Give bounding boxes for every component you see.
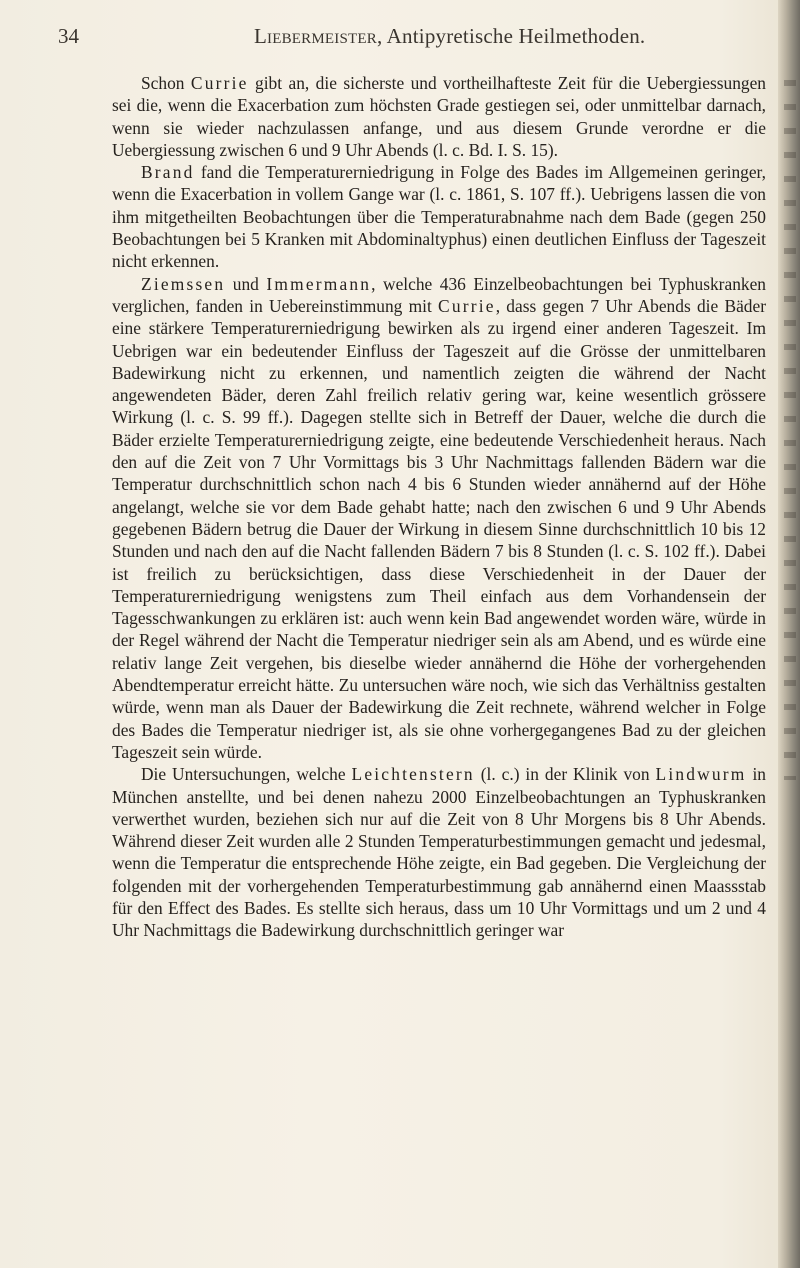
page-edge-shadow bbox=[778, 0, 800, 1268]
paragraph bbox=[112, 273, 766, 764]
text-run: in München anstellte, und bei denen nahezu 2000 Einzelbeobachtungen an Typhuskranken verwerthet wurden, beziehen sich nur auf die Zeit von 8 Uhr Morgens bis 8 Uhr Abends. Während dieser Zeit wurden alle 2 Stunden Temperaturbestimmungen gemacht und jedesmal, wenn die Temperatur die entsprechende Höhe zeigte, ein Bad gegeben. Die Vergleichung der folgenden mit der vorhergehenden Temperaturbestimmung gab annähernd einen Maassstab für den Effect des Bades. Es stellte sich heraus, dass um 10 Uhr Vormittags und um 2 und 4 Uhr Nachmittags die Badewirkung durchschnittlich geringer war bbox=[112, 764, 767, 941]
running-title-text: , Antipyretische Heilmethoden. bbox=[376, 24, 646, 48]
running-header bbox=[58, 22, 758, 52]
text-run: , welche 436 Einzelbeobachtungen bei Typhuskranken verglichen, fanden in Uebereinstimmung mit bbox=[112, 273, 766, 316]
author-name: Immermann bbox=[266, 273, 372, 294]
paragraph bbox=[112, 763, 766, 941]
text-run: (l. c.) in der Klinik von bbox=[474, 764, 656, 785]
author-name: Leichtenstern bbox=[351, 764, 475, 785]
page-number: 34 bbox=[58, 24, 79, 48]
body-text bbox=[112, 72, 766, 942]
running-title bbox=[254, 24, 645, 49]
running-title-author: Liebermeister bbox=[254, 24, 377, 48]
author-name: Currie bbox=[438, 295, 496, 316]
author-name: Currie bbox=[190, 73, 249, 93]
facing-page-text-fragments bbox=[784, 80, 796, 780]
paragraph bbox=[112, 72, 766, 161]
text-run: gibt an, die sicherste und vortheilhafteste Zeit für die Uebergiessungen sei die, wenn die Exacerbation zum höchsten Grade gestiegen sei, oder unmittelbar darnach, wenn sie wieder nachzulassen anfange, und aus diesem Grunde verordne er die Uebergiessung zwischen 6 und 9 Uhr Abends (l. c. Bd. I. S. 15). bbox=[112, 73, 766, 160]
text-run: und bbox=[225, 273, 267, 294]
text-run: , dass gegen 7 Uhr Abends die Bäder eine stärkere Temperaturerniedrigung bewirken als zu irgend einer anderen Tageszeit. Im Uebrigen war ein bedeutender Einfluss der Tageszeit auf die Grösse der unmittelbaren Badewirkung nicht zu erkennen, und namentlich zeigten die während der Nacht angewendeten Bäder, deren Zahl freilich relativ gering war, keine wesentlich grössere Wirkung (l. c. S. 99 ff.). Dagegen stellte sich in Betreff der Dauer, welche die durch die Bäder erzielte Temperaturerniedrigung zeigte, eine bedeutende Verschiedenheit heraus. Nach den auf die Zeit von 7 Uhr Vormittags bis 3 Uhr Nachmittags fallenden Bädern war die Temperatur durchschnittlich schon nach 4 bis 6 Stunden wieder annähernd auf der Höhe angelangt, welche sie vor dem Bade gehabt hatte; nach den zwischen 6 und 9 Uhr Abends gegebenen Bädern betrug die Dauer der Wirkung in diesem Sinne durchschnittlich 10 bis 12 Stunden und nach den auf die Nacht fallenden Bädern 7 bis 8 Stunden (l. c. S. 102 ff.). Dabei ist freilich zu berücksichtigen, dass diese Verschiedenheit in der Dauer der Temperaturerniedrigung wenigstens zum Theil einfach aus dem Vorhandensein der Tagesschwankungen zu erklären ist: auch wenn kein Bad angewendet worden wäre, würde in der Regel während der Nacht die Temperatur niedriger sein als am Abend, und es würde eine relativ lange Zeit vergehen, bis dieselbe wieder annähernd die Höhe der vorhergehenden Abendtemperatur erreicht hätte. Zu untersuchen wäre noch, wie sich das Verhältniss gestalten würde, wenn man als Dauer der Badewirkung die Zeit rechnete, während welcher in Folge des Bades die Temperatur niedriger ist, als sie ohne vorhergegangenes Bad zu der gleichen Tageszeit sein würde. bbox=[112, 295, 766, 762]
text-run: Schon bbox=[141, 73, 191, 93]
text-run: fand die Temperaturerniedrigung in Folge des Bades im Allgemeinen geringer, wenn die Exacerbation in vollem Gange war (l. c. 1861, S. 107 ff.). Uebrigens lassen die von ihm mitgetheilten Beobachtungen über die Temperaturabnahme nach dem Bade (gegen 250 Beobachtungen bei 5 Kranken mit Abdominaltyphus) einen deutlichen Einfluss der Tageszeit nicht erkennen. bbox=[112, 162, 766, 272]
author-name: Brand bbox=[141, 162, 195, 183]
paragraph bbox=[112, 161, 766, 272]
author-name: Ziemssen bbox=[141, 273, 226, 294]
author-name: Lindwurm bbox=[655, 764, 747, 785]
text-run: Die Untersuchungen, welche bbox=[141, 764, 352, 785]
